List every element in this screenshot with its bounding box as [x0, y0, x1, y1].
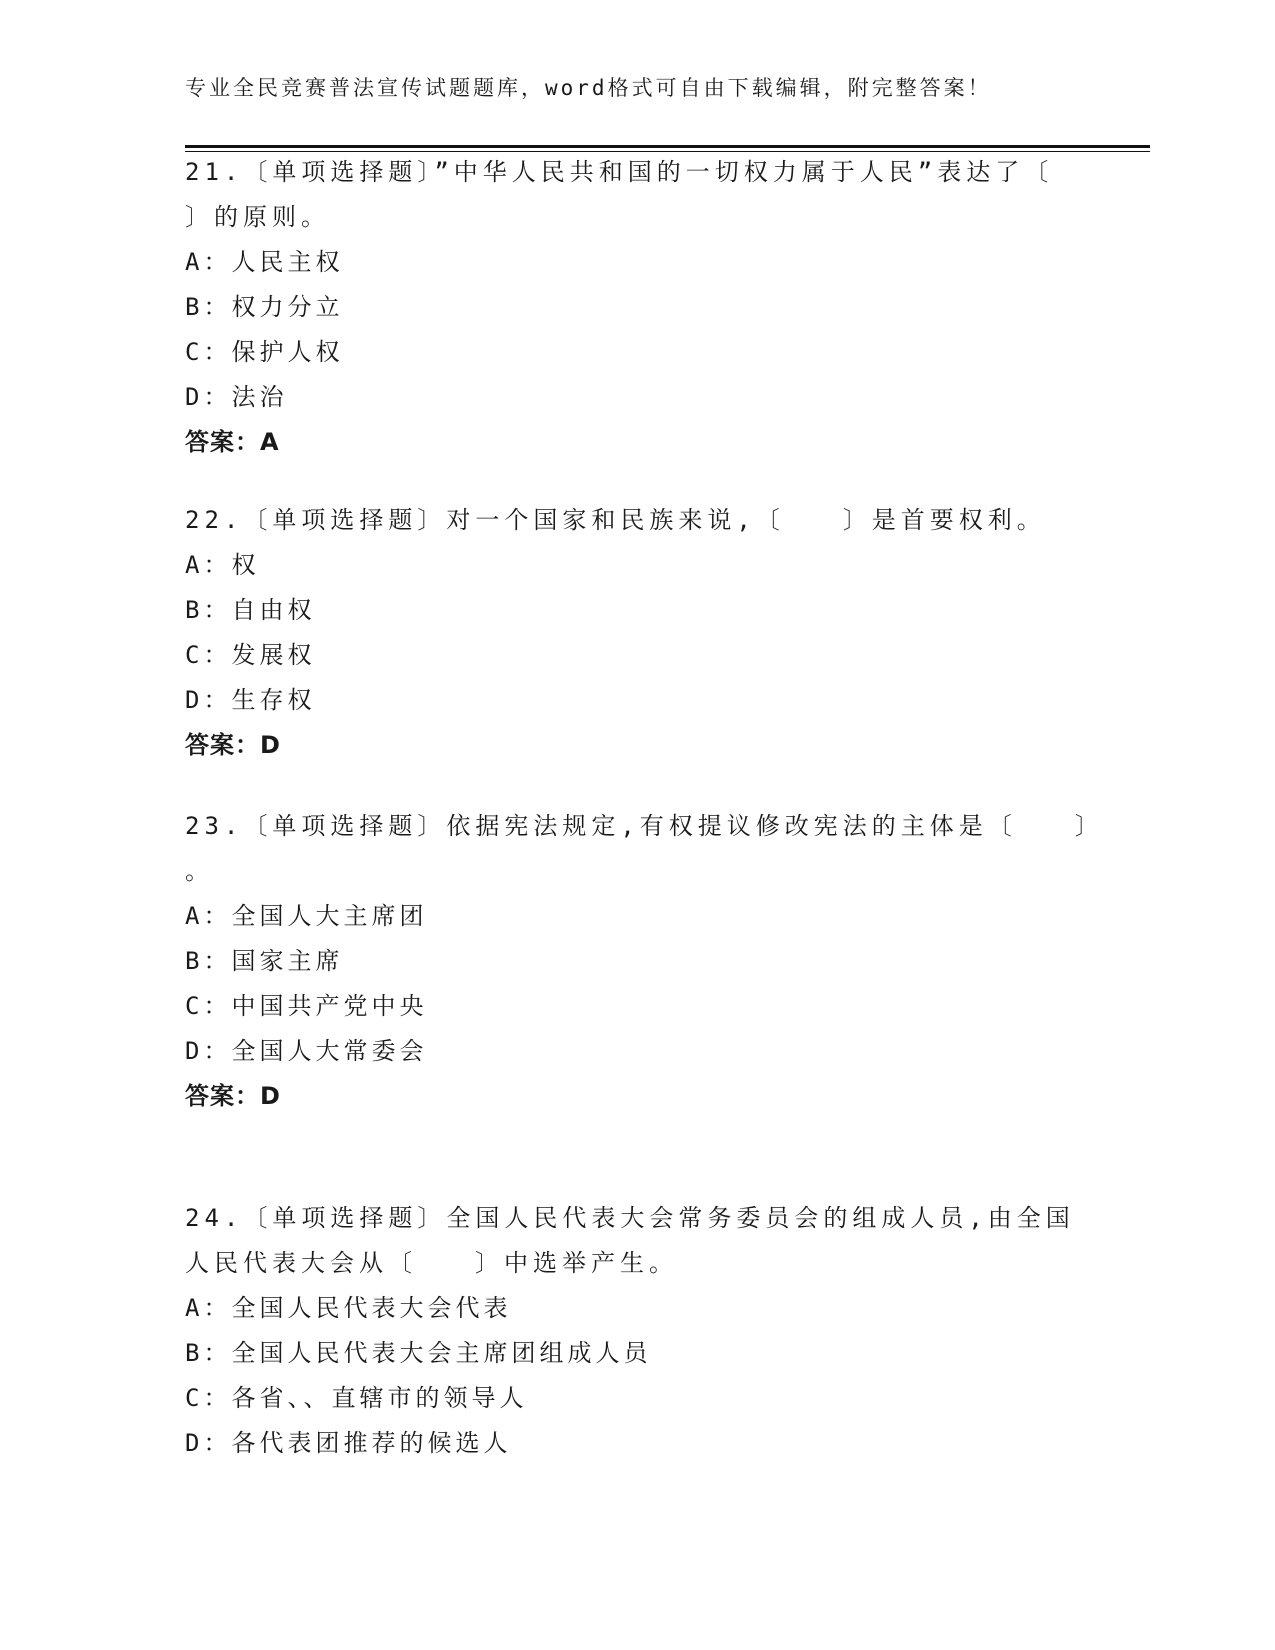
option-a: A：权 — [185, 551, 260, 579]
question-stem: 22.〔单项选择题〕对一个国家和民族来说,〔 〕是首要权利。 — [185, 506, 1046, 534]
question-stem: 〕的原则。 — [185, 203, 330, 231]
option-d: D：法治 — [185, 383, 288, 411]
option-a: A：人民主权 — [185, 248, 344, 276]
option-d: D：生存权 — [185, 686, 316, 714]
question-21 — [185, 150, 1065, 465]
page-header: 专业全民竞赛普法宣传试题题库，word格式可自由下载编辑，附完整答案！ — [185, 76, 992, 100]
option-c: C：发展权 — [185, 641, 316, 669]
option-a: A：全国人民代表大会代表 — [185, 1294, 512, 1322]
option-d: D：全国人大常委会 — [185, 1037, 428, 1065]
option-c: C：各省、、直辖市的领导人 — [185, 1384, 528, 1412]
question-stem: 23.〔单项选择题〕依据宪法规定,有权提议修改宪法的主体是〔 〕 — [185, 812, 1104, 840]
option-c: C：中国共产党中央 — [185, 992, 428, 1020]
question-24 — [185, 1196, 1075, 1466]
option-b: B：全国人民代表大会主席团组成人员 — [185, 1339, 652, 1367]
question-stem: 21.〔单项选择题〕”中华人民共和国的一切权力属于人民”表达了〔 — [185, 158, 1054, 186]
question-stem: 24.〔单项选择题〕全国人民代表大会常务委员会的组成人员,由全国 — [185, 1204, 1075, 1232]
option-b: B：权力分立 — [185, 293, 344, 321]
answer: 答案：D — [185, 731, 281, 759]
option-d: D：各代表团推荐的候选人 — [185, 1429, 512, 1457]
question-23 — [185, 804, 1104, 1119]
answer: 答案：A — [185, 428, 280, 456]
answer: 答案：D — [185, 1082, 281, 1110]
option-a: A：全国人大主席团 — [185, 902, 428, 930]
question-stem: 人民代表大会从〔 〕中选举产生。 — [185, 1249, 678, 1277]
option-c: C：保护人权 — [185, 338, 344, 366]
question-22 — [185, 498, 1065, 768]
header-divider — [185, 145, 1150, 148]
option-b: B：国家主席 — [185, 947, 344, 975]
question-stem: 。 — [185, 857, 214, 885]
option-b: B：自由权 — [185, 596, 316, 624]
